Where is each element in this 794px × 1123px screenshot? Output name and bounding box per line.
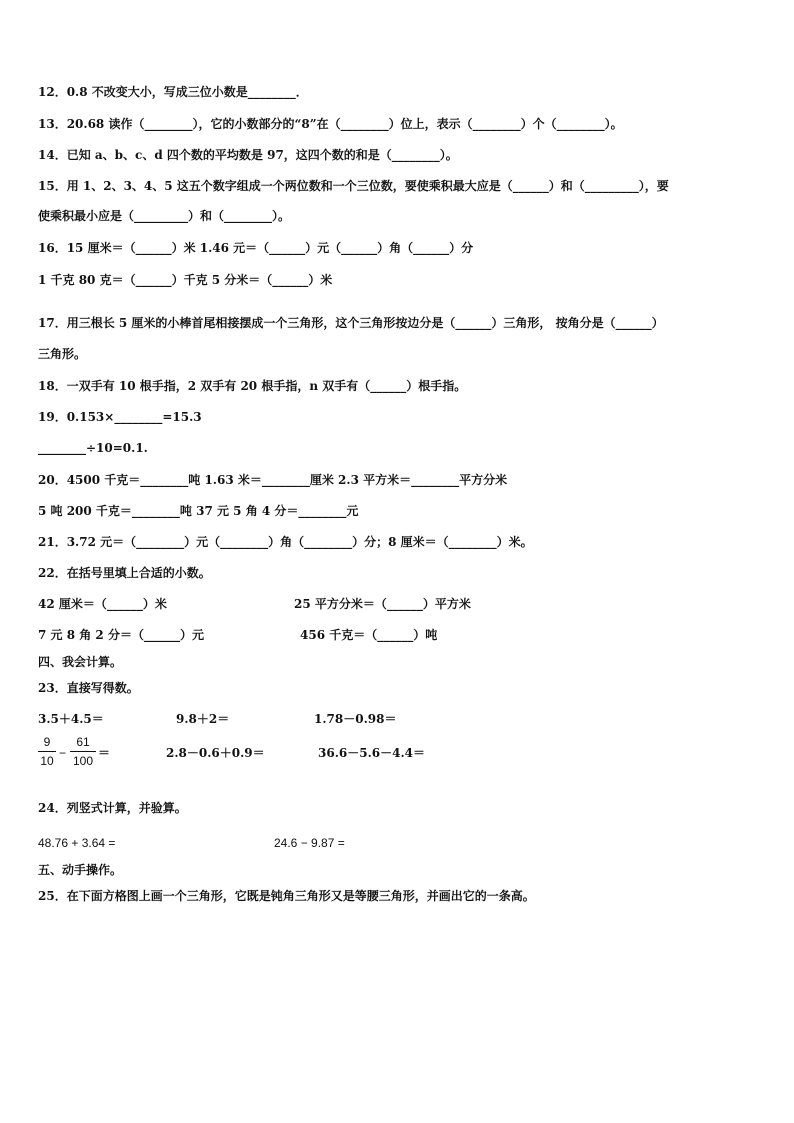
question-22: 22．在括号里填上合适的小数。 (38, 566, 211, 580)
fraction-bar (70, 751, 96, 752)
question-23-item3: 1.78－0.98＝ (314, 712, 397, 726)
question-22-item4: 456 千克＝（______）吨 (300, 628, 438, 642)
question-14: 14．已知 a、b、c、d 四个数的平均数是 97，这四个数的和是（________）。 (38, 148, 458, 162)
question-23-item1: 3.5＋4.5＝ (38, 712, 104, 726)
question-20-line1: 20．4500 千克＝________吨 1.63 米＝________厘米 2.3 平方米＝________平方分米 (38, 473, 508, 487)
fraction-denominator: 10 (40, 754, 54, 768)
question-23-item2: 9.8＋2＝ (176, 712, 230, 726)
fraction-denominator: 100 (72, 754, 94, 768)
question-17-line1: 17．用三根长 5 厘米的小棒首尾相接摆成一个三角形，这个三角形按边分是（______）三角形， 按角分是（______） (38, 316, 664, 330)
question-18: 18．一双手有 10 根手指，2 双手有 20 根手指，n 双手有（______）根手指。 (38, 379, 467, 393)
question-16-line2: 1 千克 80 克＝（______）千克 5 分米＝（______）米 (38, 273, 333, 287)
fraction-bar (38, 751, 56, 752)
question-23: 23．直接写得数。 (38, 681, 139, 695)
question-22-item3: 7 元 8 角 2 分＝（______）元 (38, 628, 204, 642)
question-24-item1: 48.76 + 3.64 = (38, 836, 116, 850)
question-25: 25．在下面方格图上画一个三角形，它既是钝角三角形又是等腰三角形，并画出它的一条高。 (38, 889, 535, 903)
question-21: 21．3.72 元＝（________）元（________）角（________）分；8 厘米＝（________）米。 (38, 535, 533, 549)
fraction-numerator: 9 (43, 735, 51, 749)
question-22-item2: 25 平方分米＝（______）平方米 (294, 597, 471, 611)
question-23-item6: 36.6－5.6－4.4＝ (318, 746, 425, 760)
question-24-item2: 24.6 − 9.87 = (274, 836, 345, 850)
fraction-9-over-10 (38, 735, 56, 768)
question-13: 13．20.68 读作（________），它的小数部分的“8”在（________）位上，表示（________）个（________）。 (38, 117, 623, 131)
question-24: 24．列竖式计算，并验算。 (38, 801, 187, 815)
minus-sign: − (59, 746, 67, 760)
question-16-line1: 16．15 厘米＝（______）米 1.46 元＝（______）元（______）角（______）分 (38, 241, 474, 255)
question-22-item1: 42 厘米＝（______）米 (38, 597, 167, 611)
question-23-item5: 2.8－0.6＋0.9＝ (166, 746, 265, 760)
section-4-heading: 四、我会计算。 (38, 655, 123, 669)
question-12: 12．0.8 不改变大小，写成三位小数是________． (38, 85, 308, 99)
fraction-numerator: 61 (76, 735, 90, 749)
question-17-line2: 三角形。 (38, 347, 87, 361)
question-20-line2: 5 吨 200 千克＝________吨 37 元 5 角 4 分＝________元 (38, 504, 359, 518)
section-5-heading: 五、动手操作。 (38, 863, 123, 877)
fraction-61-over-100 (70, 735, 96, 768)
question-19-line1: 19．0.153×________=15.3 (38, 410, 202, 424)
question-19-line2: ________÷10=0.1. (38, 441, 148, 455)
question-15-line2: 使乘积最小应是（_________）和（________）。 (38, 209, 291, 223)
equals-sign: ＝ (98, 746, 111, 760)
question-15-line1: 15．用 1、2、3、4、5 这五个数字组成一个两位数和一个三位数，要使乘积最大应是（______）和（_________），要 (38, 179, 669, 193)
